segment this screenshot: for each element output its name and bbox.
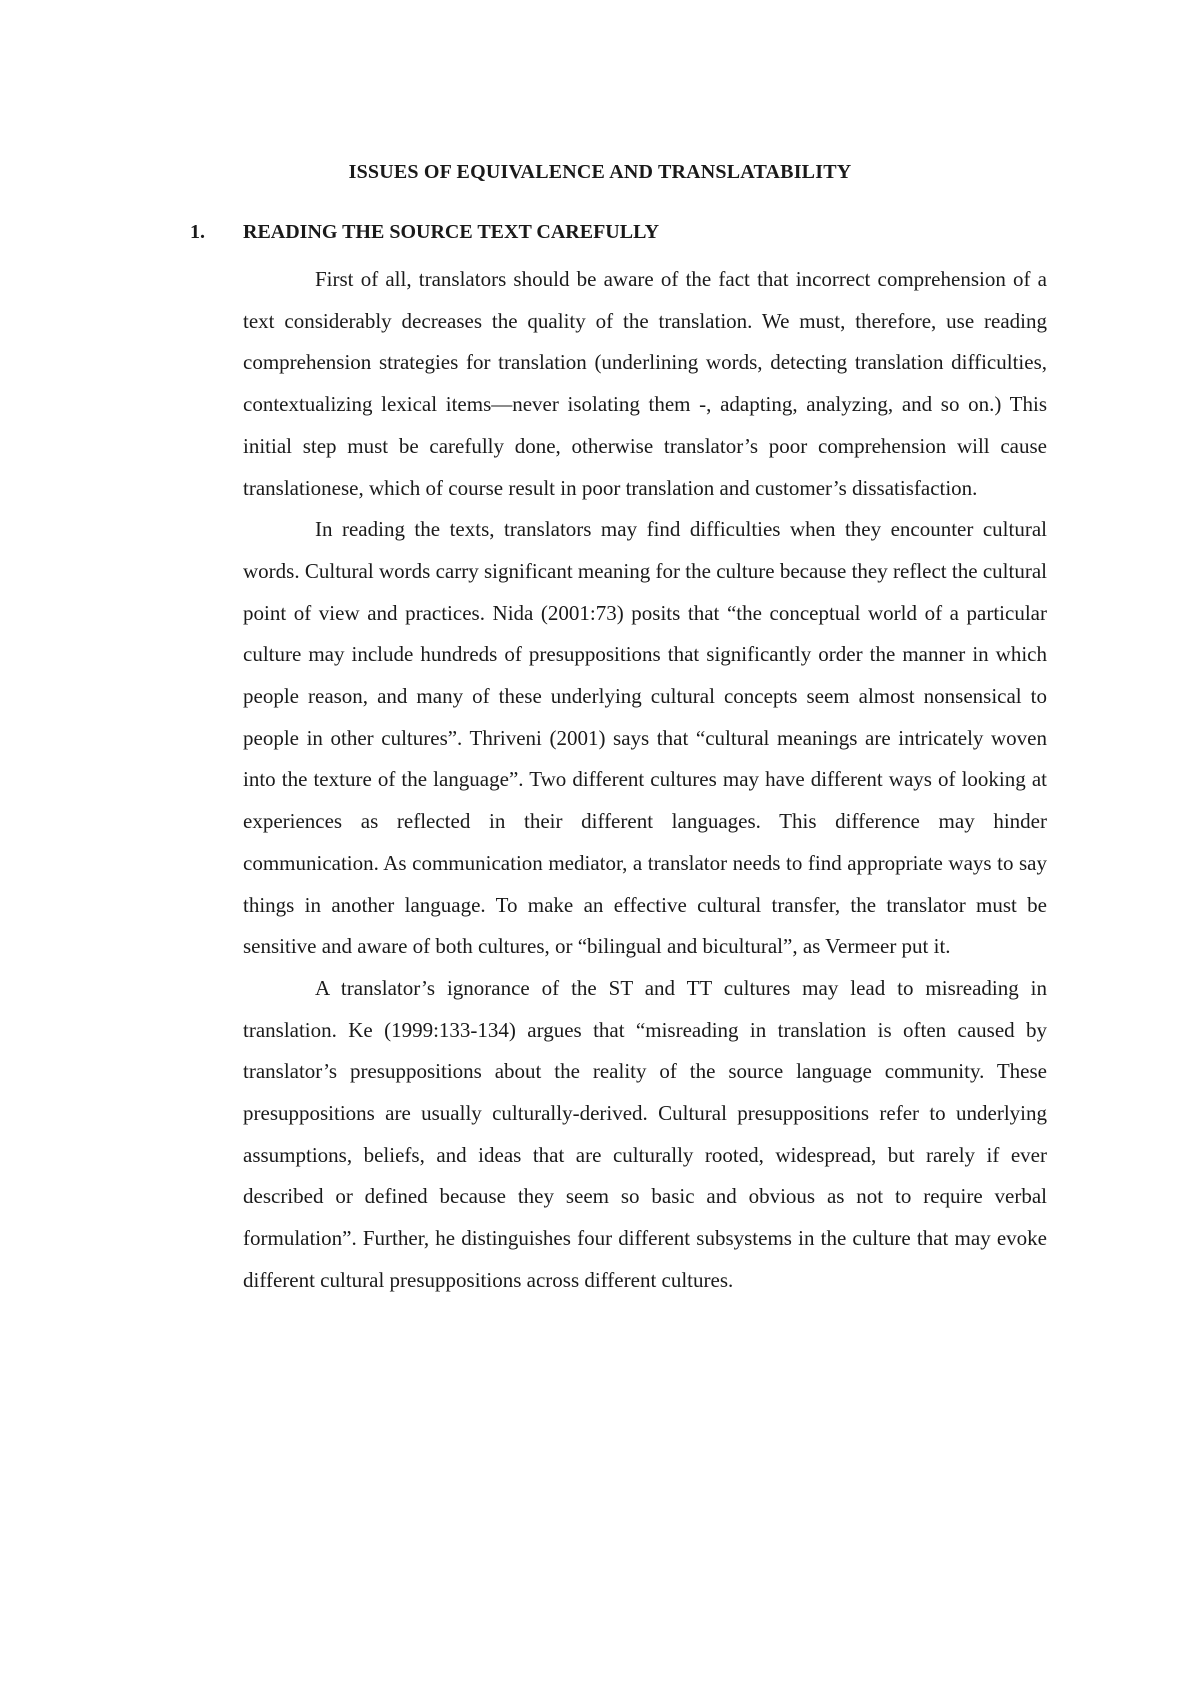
section-heading	[190, 218, 659, 246]
body-text	[243, 259, 1047, 1302]
document-title: ISSUES OF EQUIVALENCE AND TRANSLATABILITY	[348, 161, 852, 183]
paragraph-3: A translator’s ignorance of the ST and TT cultures may lead to misreading in translation. Ke (1999:133-134) argues that “misreading in translation is often caused by translator’s presuppositions about the reality of the source language community. These presuppositions are usually culturally-derived. Cultural presuppositions refer to underlying assumptions, beliefs, and ideas that are culturally rooted, widespread, but rarely if ever described or defined because they seem so basic and obvious as not to require verbal formulation”. Further, he distinguishes four different subsystems in the culture that may evoke different cultural presuppositions across different cultures.	[243, 975, 1047, 1292]
paragraph-2: In reading the texts, translators may find difficulties when they encounter cultural words. Cultural words carry significant meaning for the culture because they reflect the cultural point of view and practices. Nida (2001:73) posits that “the conceptual world of a particular culture may include hundreds of presuppositions that significantly order the manner in which people reason, and many of these underlying cultural concepts seem almost nonsensical to people in other cultures”. Thriveni (2001) says that “cultural meanings are intricately woven into the texture of the language”. Two different cultures may have different ways of looking at experiences as reflected in their different languages. This difference may hinder communication. As communication mediator, a translator needs to find appropriate ways to say things in another language. To make an effective cultural transfer, the translator must be sensitive and aware of both cultures, or “bilingual and bicultural”, as Vermeer put it.	[243, 517, 1047, 959]
paragraph-1: First of all, translators should be aware of the fact that incorrect comprehension of a text considerably decreases the quality of the translation. We must, therefore, use reading comprehension strategies for translation (underlining words, detecting translation difficulties, contextualizing lexical items—never isolating them -, adapting, analyzing, and so on.) This initial step must be carefully done, otherwise translator’s poor comprehension will cause translationese, which of course result in poor translation and customer’s dissatisfaction.	[243, 267, 1047, 500]
section-number: 1.	[190, 221, 205, 243]
section-heading-text: READING THE SOURCE TEXT CAREFULLY	[243, 221, 660, 243]
